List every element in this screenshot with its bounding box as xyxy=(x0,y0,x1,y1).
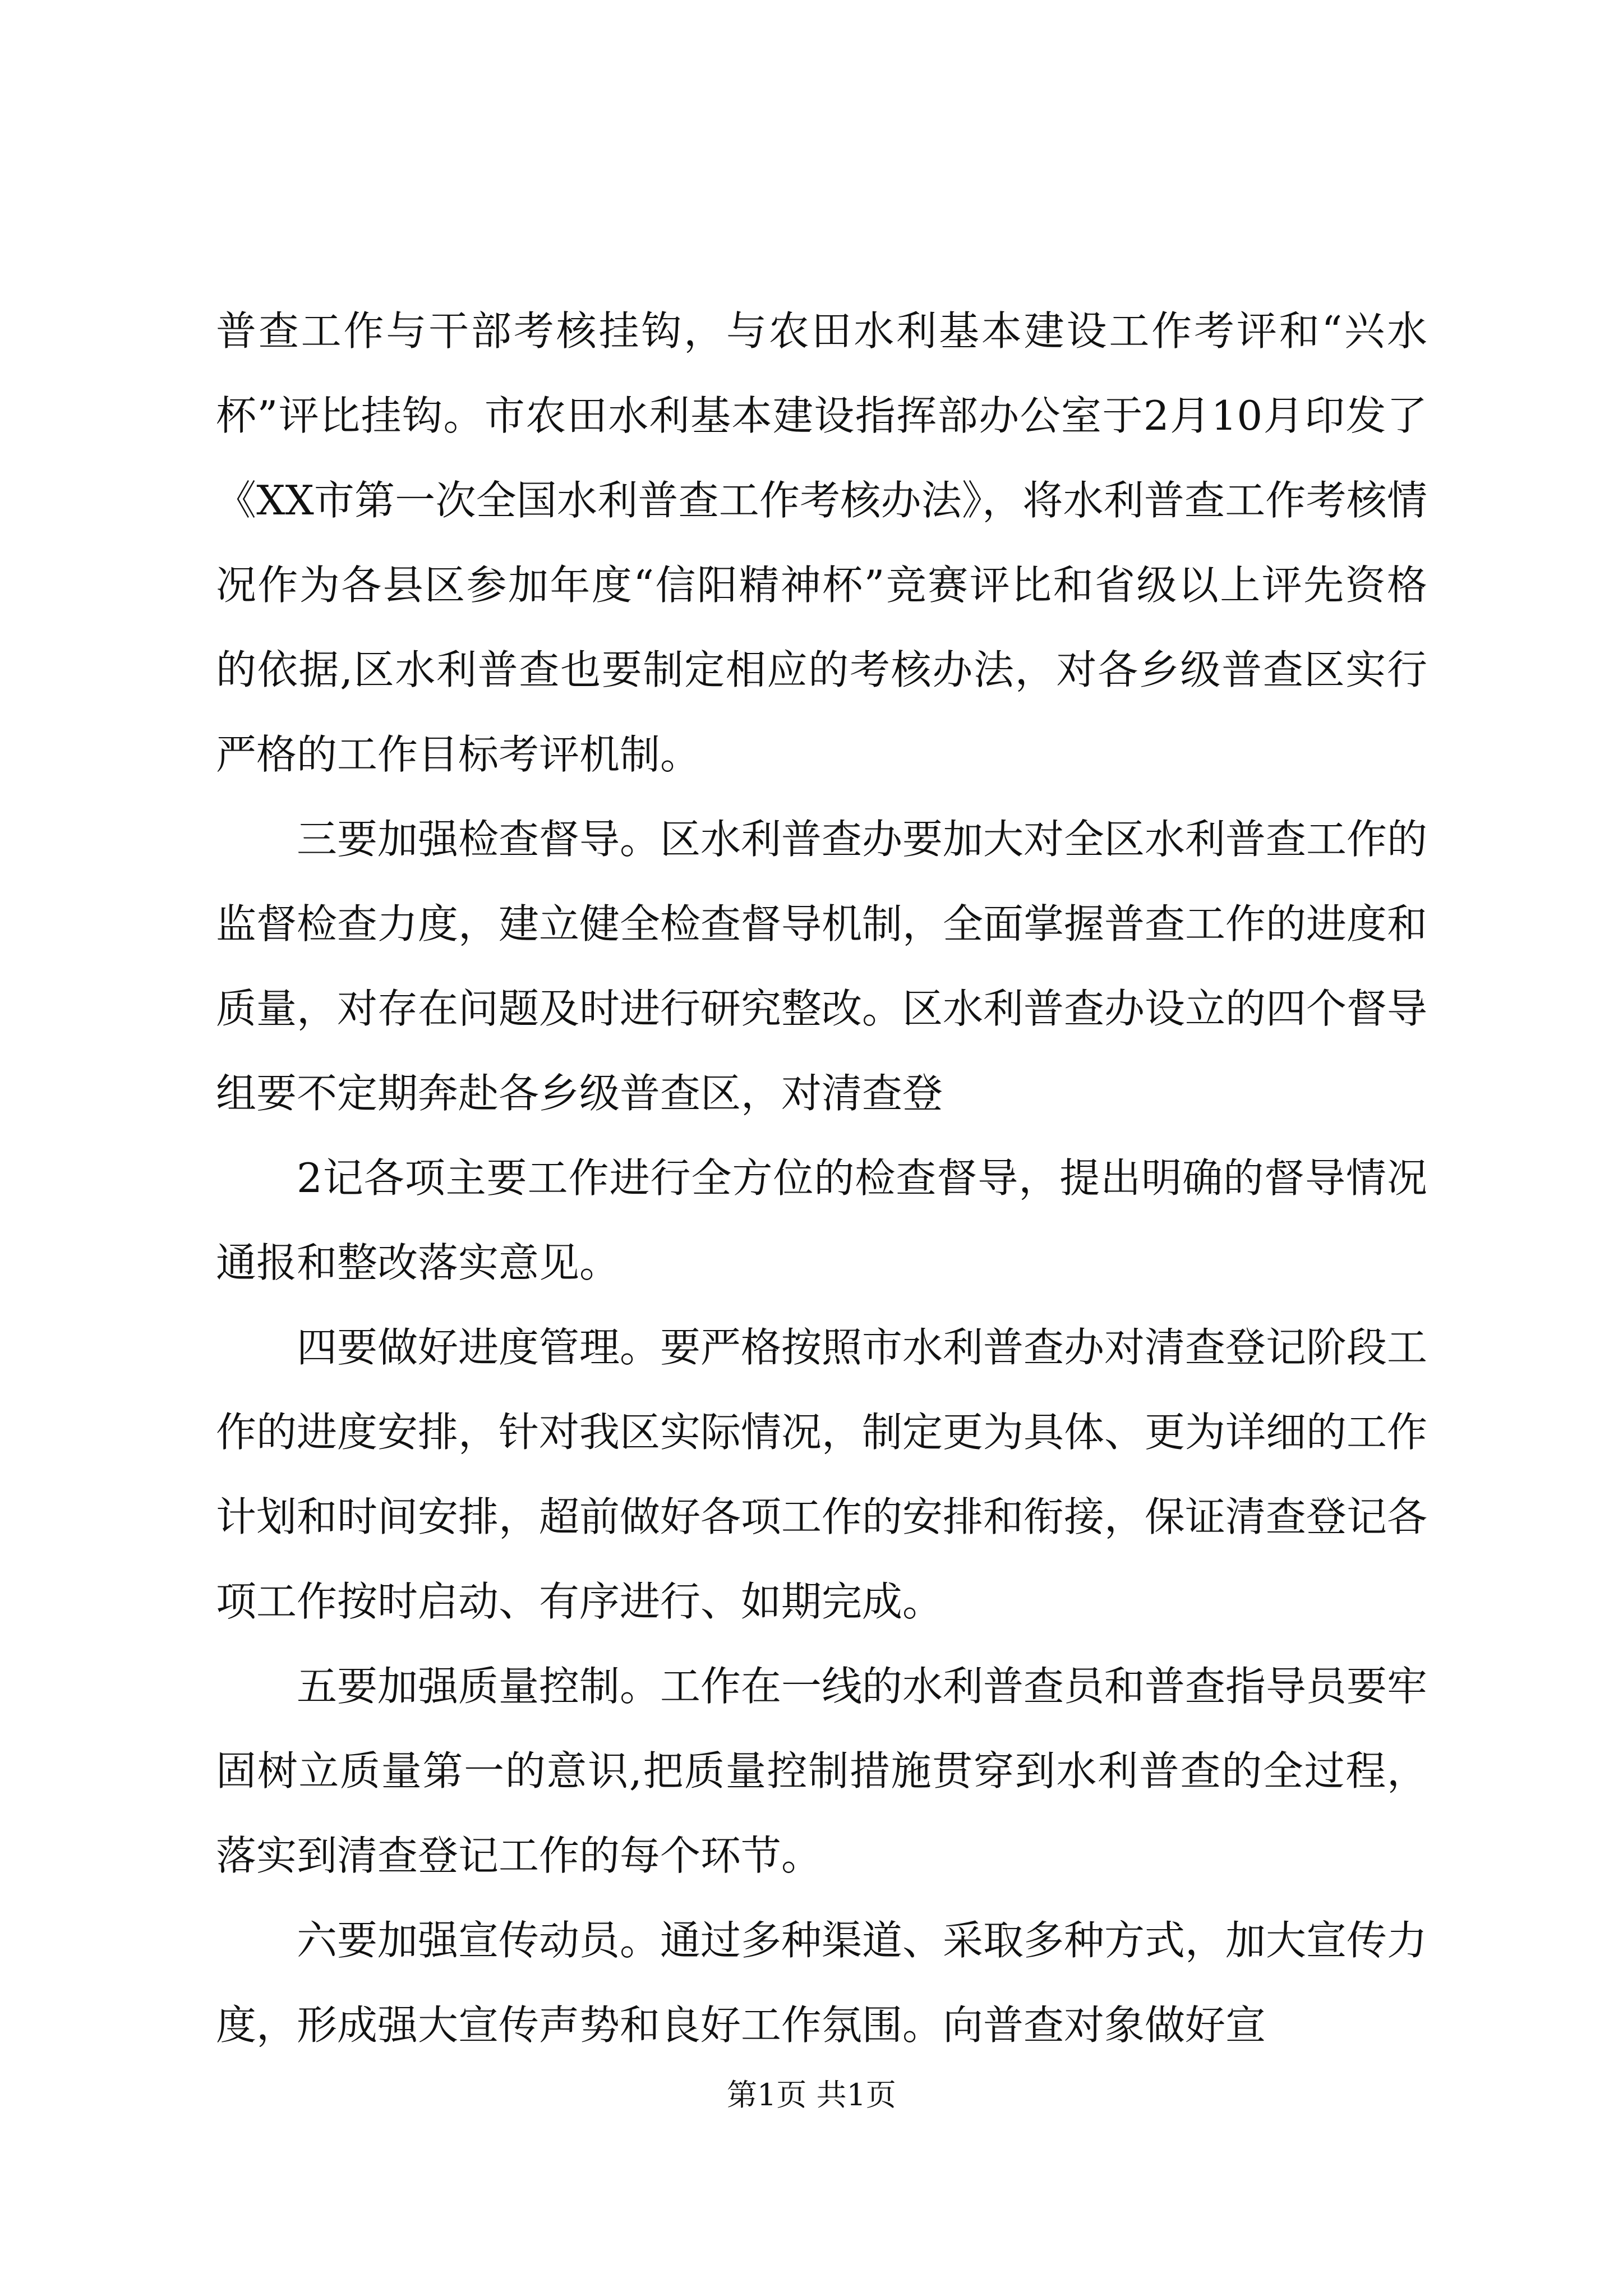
paragraph-continuation: 普查工作与干部考核挂钩，与农田水利基本建设工作考评和“兴水杯”评比挂钩。市农田水利基本建设指挥部办公室于2月10月印发了《XX市第一次全国水利普查工作考核办法》，将水利普查工作考核情况作为各县区参加年度“信阳精神杯”竞赛评比和省级以上评先资格的依据,区水利普查也要制定相应的考核办法，对各乡级普查区实行严格的工作目标考评机制。 xyxy=(216,307,1427,778)
paragraph-publicity: 六要加强宣传动员。通过多种渠道、采取多种方式，加大宣传力度，形成强大宣传声势和良好工作氛围。向普查对象做好宣 xyxy=(216,1917,1428,2049)
page-footer: 第1页 共1页 xyxy=(727,2077,896,2113)
paragraph-inspection: 三要加强检查督导。区水利普查办要加大对全区水利普查工作的监督检查力度，建立健全检查督导机制，全面掌握普查工作的进度和质量，对存在问题及时进行研究整改。区水利普查办设立的四个督导组要不定期奔赴各乡级普查区，对清查登 xyxy=(216,816,1428,1117)
document-body xyxy=(216,289,1427,2068)
paragraph-progress: 四要做好进度管理。要严格按照市水利普查办对清查登记阶段工作的进度安排，针对我区实际情况，制定更为具体、更为详细的工作计划和时间安排，超前做好各项工作的安排和衔接，保证清查登记各项工作按时启动、有序进行、如期完成。 xyxy=(216,1324,1428,1625)
paragraph-inspection-continued: 2记各项主要工作进行全方位的检查督导，提出明确的督导情况通报和整改落实意见。 xyxy=(216,1154,1427,1286)
paragraph-quality: 五要加强质量控制。工作在一线的水利普查员和普查指导员要牢固树立质量第一的意识,把质量控制措施贯穿到水利普查的全过程，落实到清查登记工作的每个环节。 xyxy=(216,1663,1428,1879)
